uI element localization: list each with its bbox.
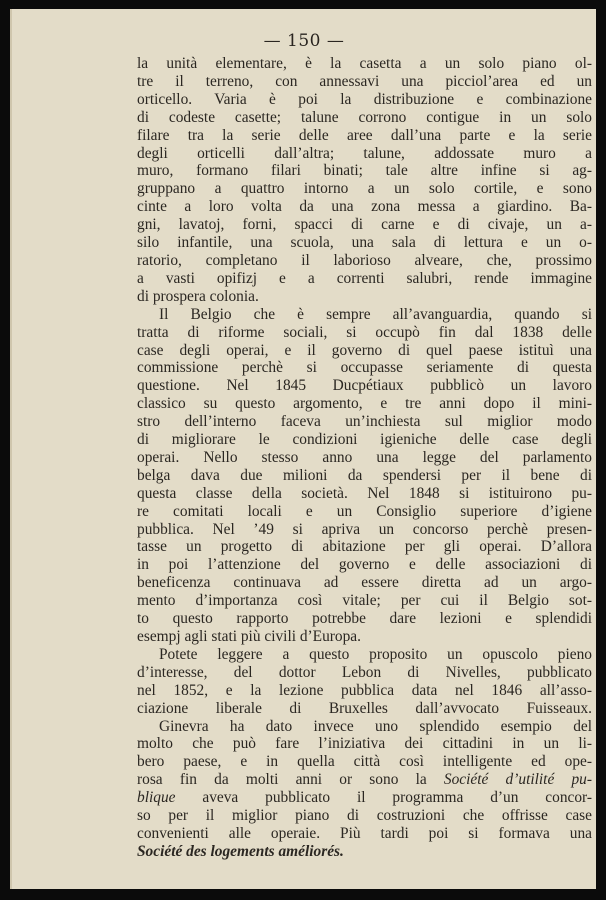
text-line: to questo rapporto potrebbe dare lezioni e splendidi: [137, 610, 592, 628]
text-line: molto che può fare l’iniziativa dei cittadini in un li-: [137, 735, 592, 753]
text-line: tratta di riforme sociali, si occupò fin dal 1838 delle: [137, 323, 592, 341]
italic-text: blique: [137, 789, 176, 807]
text-line: esempj agli stati più civili d’Europa.: [137, 628, 361, 645]
book-page: [10, 9, 596, 889]
text-line: d’interesse, del dottor Lebon di Nivelles, pubblicato: [137, 663, 592, 681]
paragraph-1: [137, 55, 592, 306]
text-line: belga dava due milioni da spendersi per il bene di: [137, 466, 592, 484]
text-run: rosa fin da molti anni or sono la: [137, 771, 444, 789]
text-line: la unità elementare, è la casetta a un solo piano ol-: [137, 55, 592, 72]
text-run: aveva pubblicato il programma d’un concor-: [175, 789, 592, 807]
text-line: orticello. Varia è poi la distribuzione e combinazione: [137, 90, 592, 108]
text-line: classico su questo argomento, e tre anni dopo il mini-: [137, 395, 592, 413]
text-line: beneficenza continuava ad essere diretta ad un argo-: [137, 574, 592, 592]
text-line: mento d’importanza così vitale; per cui il Belgio sot-: [137, 592, 592, 610]
text-line: Ginevra ha dato invece uno splendido esempio del: [159, 717, 592, 735]
paragraph-4: [137, 718, 592, 861]
text-line: muro, formano filari binati; tale altre infine si ag-: [137, 162, 592, 180]
text-line: [137, 771, 592, 789]
paragraph-3: [137, 646, 592, 718]
text-line: gni, lavatoj, forni, spacci di carne e di civaje, un a-: [137, 216, 592, 234]
text-line: questione. Nel 1845 Ducpétiaux pubblicò un lavoro: [137, 377, 592, 395]
text-line: pubblica. Nel ’49 si apriva un concorso perchè presen-: [137, 520, 592, 538]
text-line: Potete leggere a questo proposito un opuscolo pieno: [159, 645, 592, 663]
text-line: questa classe della società. Nel 1848 si istituirono pu-: [137, 484, 592, 502]
body-text: [137, 55, 592, 861]
text-line: di codeste casette; talune corrono contigue in un solo: [137, 108, 592, 126]
text-line: re comitati locali e un Consiglio superiore d’igiene: [137, 502, 592, 520]
text-line: cinte a loro volta da una zona messa a giardino. Ba-: [137, 198, 592, 216]
text-line: case degli operai, e il governo di quel paese istituì una: [137, 341, 592, 359]
text-line: operai. Nello stesso anno una legge del parlamento: [137, 448, 592, 466]
text-line: commissione perchè si occupasse seriamente di questa: [137, 359, 592, 377]
text-line: a vasti opifizj e a correnti salubri, rende immagine: [137, 269, 592, 287]
text-line: convenienti alle operaie. Più tardi poi si formava una: [137, 824, 592, 842]
text-line: ratorio, completano il laborioso alveare, che, prossimo: [137, 251, 592, 269]
text-line: so per il miglior piano di costruzioni che offrisse case: [137, 807, 592, 825]
paragraph-2: [137, 306, 592, 646]
italic-text: Société d’utilité pu-: [443, 771, 592, 789]
text-line: tre il terreno, con annessavi una picciol’area ed un: [137, 72, 592, 90]
text-line: di prospera colonia.: [137, 287, 259, 305]
text-line: degli orticelli dall’altra; talune, addossate muro a: [137, 144, 592, 162]
text-line: tasse un progetto di abitazione per gli operai. D’allora: [137, 538, 592, 556]
text-line: gruppano a quattro intorno a un solo cortile, e sono: [137, 180, 592, 198]
text-line: di migliorare le condizioni igieniche delle case degli: [137, 431, 592, 449]
text-line: silo infantile, una scuola, una sala di lettura e un o-: [137, 234, 592, 252]
text-line-italic-title: Société des logements améliorés.: [137, 842, 344, 860]
text-line: Il Belgio che è sempre all’avanguardia, quando si: [159, 305, 592, 323]
text-line: nel 1852, e la lezione pubblica data nel 1846 all’asso-: [137, 681, 592, 699]
page-number: — 150 —: [263, 31, 345, 51]
text-line: stro dell’interno faceva un’inchiesta sul miglior modo: [137, 413, 592, 431]
text-line: ciazione liberale di Bruxelles dall’avvocato Fuisseaux.: [137, 699, 592, 717]
text-line: [137, 789, 592, 807]
text-line: bero paese, e in quella città così intelligente ed ope-: [137, 753, 592, 771]
text-line: in poi l’attenzione del governo e delle associazioni di: [137, 556, 592, 574]
text-line: filare tra la serie delle aree dall’una parte e la serie: [137, 126, 592, 144]
